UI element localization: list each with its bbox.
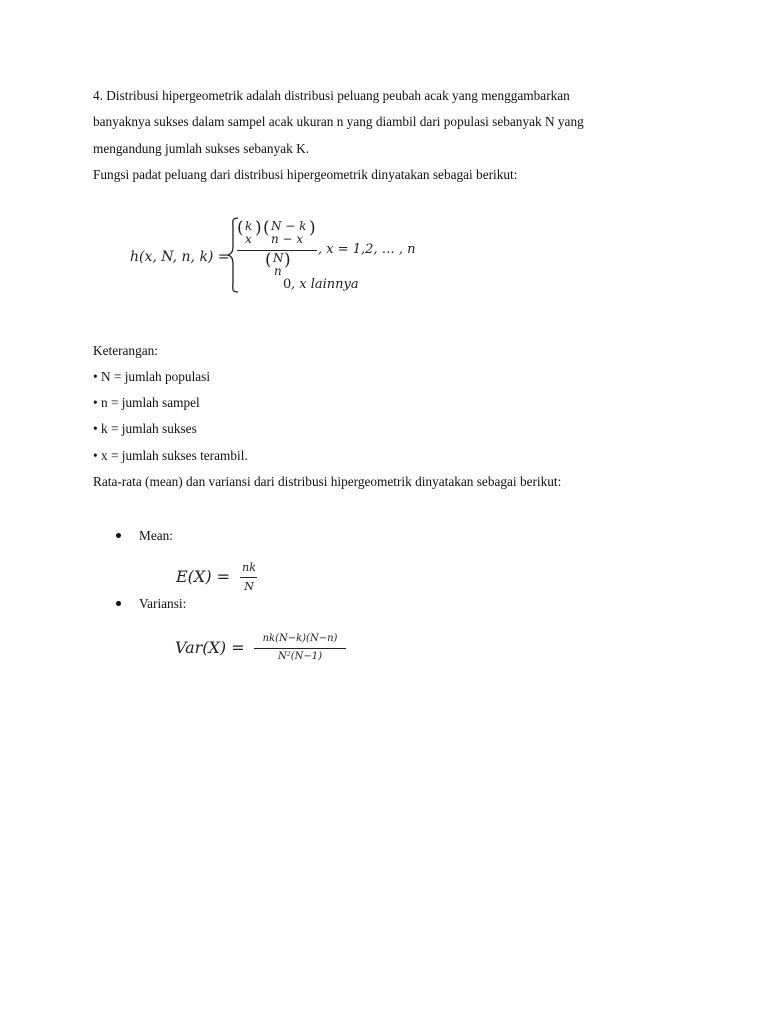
pmf-case2-value: 0: [283, 277, 292, 292]
paragraph-line-2: banyaknya sukses dalam sampel acak ukuran n yang diambil dari populasi sebanyak N yang: [93, 114, 584, 129]
mean-denominator: N: [244, 580, 254, 593]
binom3-left-paren: (: [265, 250, 272, 270]
variance-label: Variansi:: [139, 596, 187, 611]
binom2-top: N − k: [271, 219, 307, 233]
keterangan-item: • N = jumlah populasi: [93, 369, 211, 384]
paragraph-line-1: 4. Distribusi hipergeometrik adalah distribusi peluang peubah acak yang menggambarkan: [93, 88, 570, 103]
binom1-right-paren: ): [255, 218, 262, 238]
keterangan-item: • n = jumlah sampel: [93, 395, 200, 410]
binom1-bottom: x: [245, 232, 252, 246]
binom3-bottom: n: [274, 264, 282, 278]
variance-numerator: nk(N−k)(N−n): [262, 633, 338, 644]
mean-bullet: [116, 533, 121, 538]
pmf-case2-condition: , x lainnya: [291, 277, 359, 292]
binom3-right-paren: ): [284, 250, 291, 270]
binom3-top: N: [273, 251, 284, 265]
paragraph-line-3: mengandung jumlah sukses sebanyak K.: [93, 141, 310, 156]
mean-label: Mean:: [139, 528, 173, 543]
variance-denominator: N²(N−1): [277, 651, 323, 662]
paragraph-line-4: Fungsi padat peluang dari distribusi hipergeometrik dinyatakan sebagai berikut:: [93, 167, 518, 182]
pmf-lhs: h(x, N, n, k) =: [130, 249, 230, 265]
mean-variance-intro: Rata-rata (mean) dan variansi dari distribusi hipergeometrik dinyatakan sebagai berikut:: [93, 474, 562, 489]
variance-lhs: Var(X) =: [175, 638, 245, 657]
binom1-left-paren: (: [237, 218, 244, 238]
pmf-case1-condition: , x = 1,2, … , n: [318, 242, 416, 257]
keterangan-heading: Keterangan:: [93, 343, 158, 358]
binom2-bottom: n − x: [271, 232, 304, 246]
variance-fraction-bar: [254, 648, 346, 649]
variance-bullet: [116, 601, 121, 606]
binom2-right-paren: ): [309, 218, 316, 238]
keterangan-item: • x = jumlah sukses terambil.: [93, 448, 248, 463]
mean-fraction-bar: [240, 577, 257, 578]
mean-numerator: nk: [242, 561, 256, 574]
binom1-top: k: [245, 219, 253, 233]
mean-lhs: E(X) =: [176, 567, 231, 586]
binom2-left-paren: (: [263, 218, 270, 238]
keterangan-item: • k = jumlah sukses: [93, 421, 197, 436]
